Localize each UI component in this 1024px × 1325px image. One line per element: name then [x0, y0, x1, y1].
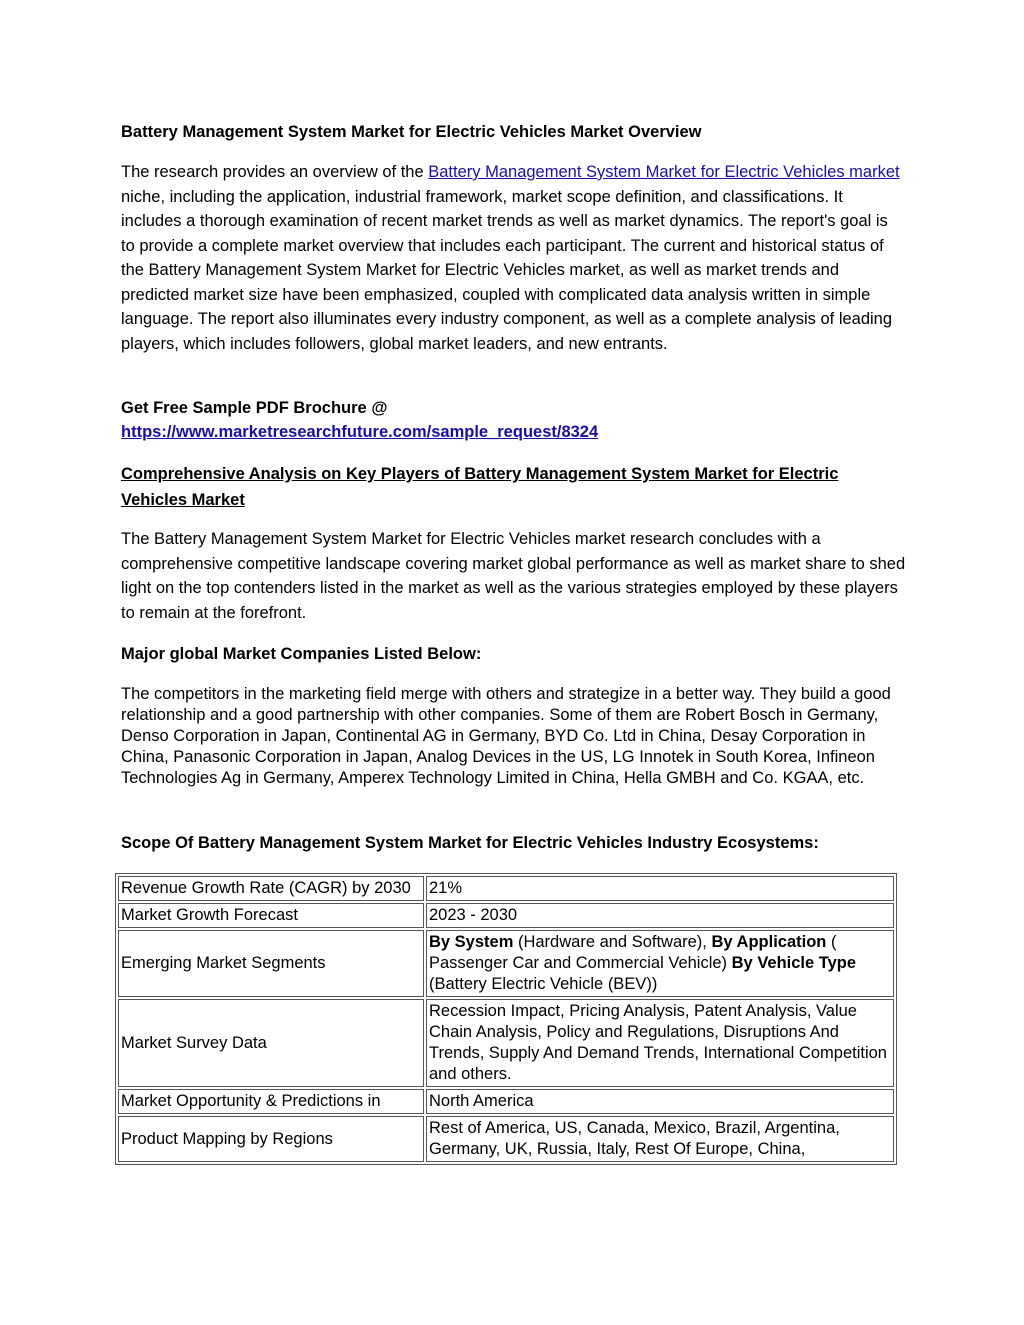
- table-row: [118, 930, 894, 997]
- table-cell-value: 21%: [426, 876, 894, 901]
- overview-paragraph: [121, 160, 906, 356]
- table-cell-label: Product Mapping by Regions: [118, 1116, 424, 1162]
- table-row: [118, 876, 894, 901]
- analysis-paragraph: The Battery Management System Market for Electric Vehicles market research concludes with a comprehensive competitive landscape covering market global performance as well as market share to shed light on the top contenders listed in the market as well as the various strategies employed by these players to remain at the forefront.: [121, 530, 906, 622]
- overview-body: niche, including the application, industrial framework, market scope definition, and classifications. It includes a thorough examination of recent market trends as well as market dynamics. The report's goal is to provide a complete market overview that includes each participant. The current and historical status of the Battery Management System Market for Electric Vehicles market, as well as market trends and predicted market size have been emphasized, coupled with complicated data analysis written in simple language. The report also illuminates every industry component, as well as a complete analysis of leading players, which includes followers, global market leaders, and new entrants.: [121, 187, 893, 353]
- table-row: [118, 1089, 894, 1114]
- analysis-heading: Comprehensive Analysis on Key Players of Battery Management System Market for Electric Vehicles Market: [121, 465, 839, 509]
- segment-text-2: ( Passenger Car and Commercial Vehicle): [429, 933, 837, 972]
- table-row: [118, 1116, 894, 1162]
- table-cell-label: Emerging Market Segments: [118, 930, 424, 997]
- table-cell-label: Market Growth Forecast: [118, 903, 424, 928]
- table-cell-value: North America: [426, 1089, 894, 1114]
- overview-intro: The research provides an overview of the: [121, 163, 429, 181]
- scope-table: [115, 873, 897, 1165]
- companies-heading: Major global Market Companies Listed Below:: [121, 645, 482, 663]
- table-cell-label: Revenue Growth Rate (CAGR) by 2030: [118, 876, 424, 901]
- scope-heading: Scope Of Battery Management System Market for Electric Vehicles Industry Ecosystems:: [121, 834, 819, 852]
- table-cell-label: Market Survey Data: [118, 999, 424, 1087]
- segment-text-3: (Battery Electric Vehicle (BEV)): [429, 975, 658, 993]
- table-cell-value: [426, 930, 894, 997]
- sample-label: Get Free Sample PDF Brochure @: [121, 399, 388, 417]
- table-cell-value: Rest of America, US, Canada, Mexico, Brazil, Argentina, Germany, UK, Russia, Italy, Rest Of Europe, China,: [426, 1116, 894, 1162]
- table-cell-value: 2023 - 2030: [426, 903, 894, 928]
- table-row: [118, 999, 894, 1087]
- table-cell-value: Recession Impact, Pricing Analysis, Patent Analysis, Value Chain Analysis, Policy and Regulations, Disruptions And Trends, Supply And Demand Trends, International Competition and others.: [426, 999, 894, 1087]
- market-link[interactable]: Battery Management System Market for Electric Vehicles market: [428, 163, 900, 181]
- table-row: [118, 903, 894, 928]
- sample-request-link[interactable]: https://www.marketresearchfuture.com/sample_request/8324: [121, 423, 599, 441]
- companies-paragraph: The competitors in the marketing field merge with others and strategize in a better way. They build a good relationship and a good partnership with other companies. Some of them are Robert Bosch in Germany, Denso Corporation in Japan, Continental AG in Germany, BYD Co. Ltd in China, Desay Corporation in China, Panasonic Corporation in Japan, Analog Devices in the US, LG Innotek in South Korea, Infineon Technologies Ag in Germany, Amperex Technology Limited in China, Hella GMBH and Co. KGAA, etc.: [121, 685, 891, 787]
- table-cell-label: Market Opportunity & Predictions in: [118, 1089, 424, 1114]
- overview-heading: Battery Management System Market for Electric Vehicles Market Overview: [121, 123, 702, 141]
- segment-bold-2: By Application: [711, 933, 827, 951]
- segment-bold-3: By Vehicle Type: [731, 954, 857, 972]
- segment-text-1: (Hardware and Software),: [513, 933, 712, 951]
- segment-bold-1: By System: [429, 933, 514, 951]
- sample-block: [121, 396, 598, 444]
